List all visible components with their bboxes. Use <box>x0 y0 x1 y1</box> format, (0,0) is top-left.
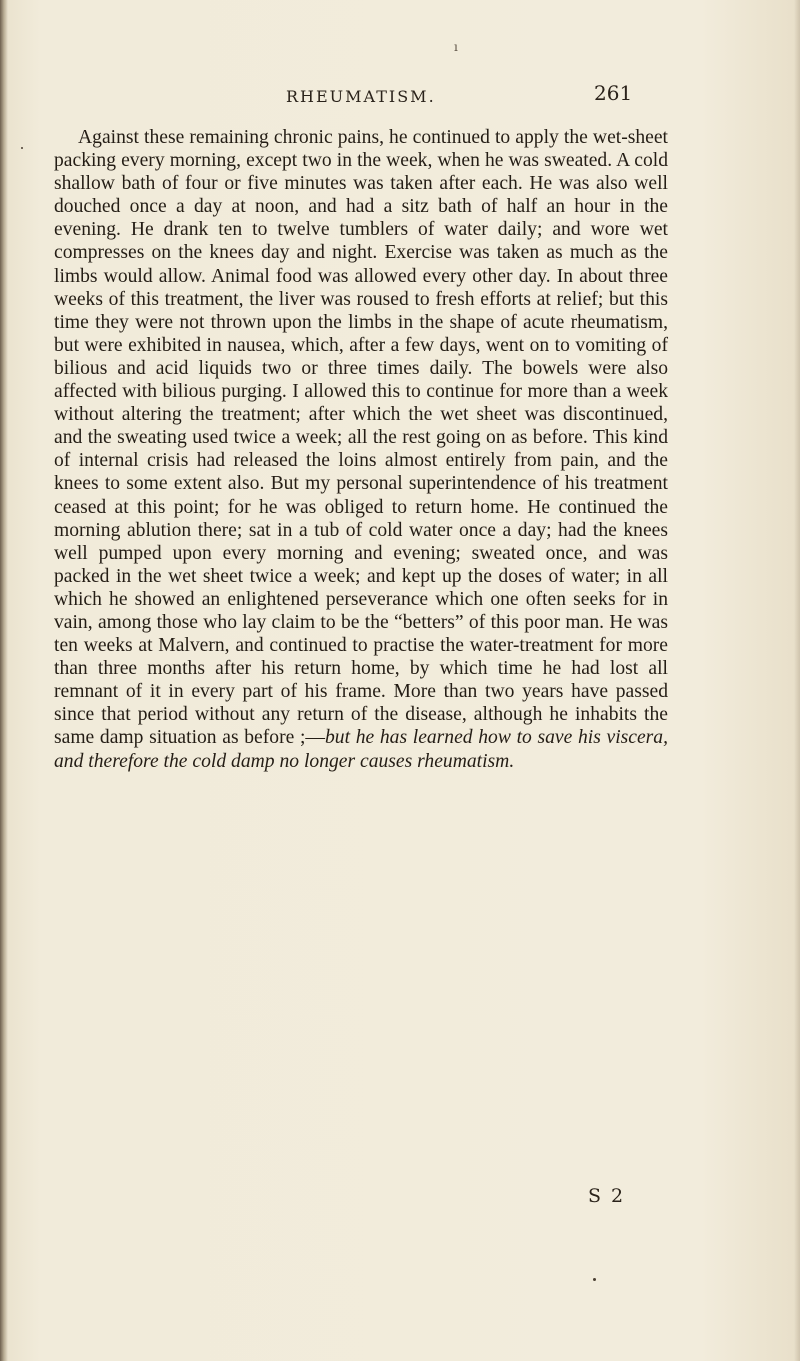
body-paragraph <box>54 126 668 773</box>
page-edge <box>794 0 800 1361</box>
paragraph-text: Against these remaining chronic pains, he continued to apply the wet-sheet packing every morning, except two in the week, when he was sweated. A cold shallow bath of four or five minutes was taken after each. He was also well douched once a day at noon, and had a sitz bath of half an hour in the evening. He drank ten to twelve tumblers of water daily; and wore wet compresses on the knees day and night. Exercise was taken as much as the limbs would allow. Animal food was allowed every other day. In about three weeks of this treatment, the liver was roused to fresh efforts at relief; but this time they were not thrown upon the limbs in the shape of acute rheumatism, but were exhibited in nausea, which, after a few days, went on to vomiting of bilious and acid liquids two or three times daily. The bowels were also affected with bilious purging. I allowed this to continue for more than a week without altering the treatment; after which the wet sheet was discontinued, and the sweating used twice a week; all the rest going on as before. This kind of internal crisis had released the loins almost entirely from pain, and the knees to some extent also. But my personal superintendence of his treatment ceased at this point; for he was obliged to return home. He continued the morning ablution there; sat in a tub of cold water once a day; had the knees well pumped upon every morning and evening; sweated once, and was packed in the wet sheet twice a week; and kept up the doses of water; in all which he showed an enlightened perseverance which one often seeks for in vain, among those who lay claim to be the “betters” of this poor man. He was ten weeks at Malvern, and continued to practise the water-treatment for more than three months after his return home, by which time he had lost all remnant of it in every part of his frame. More than two years have passed since that period without any return of the disease, although he inhabits the same damp situation as before ;— <box>54 127 668 749</box>
running-head-title: RHEUMATISM. <box>286 87 436 106</box>
print-speck <box>593 1278 596 1281</box>
page-number: 261 <box>594 81 633 105</box>
running-head <box>0 0 800 140</box>
head-mark: ı <box>454 40 458 54</box>
page-gutter-shadow <box>0 0 8 1361</box>
print-speck <box>21 147 23 149</box>
italic-conclusion: but he has learned how to save his viscera, and therefore the cold damp no longer causes rheumatism. <box>54 727 668 772</box>
signature-mark: S 2 <box>588 1185 626 1207</box>
